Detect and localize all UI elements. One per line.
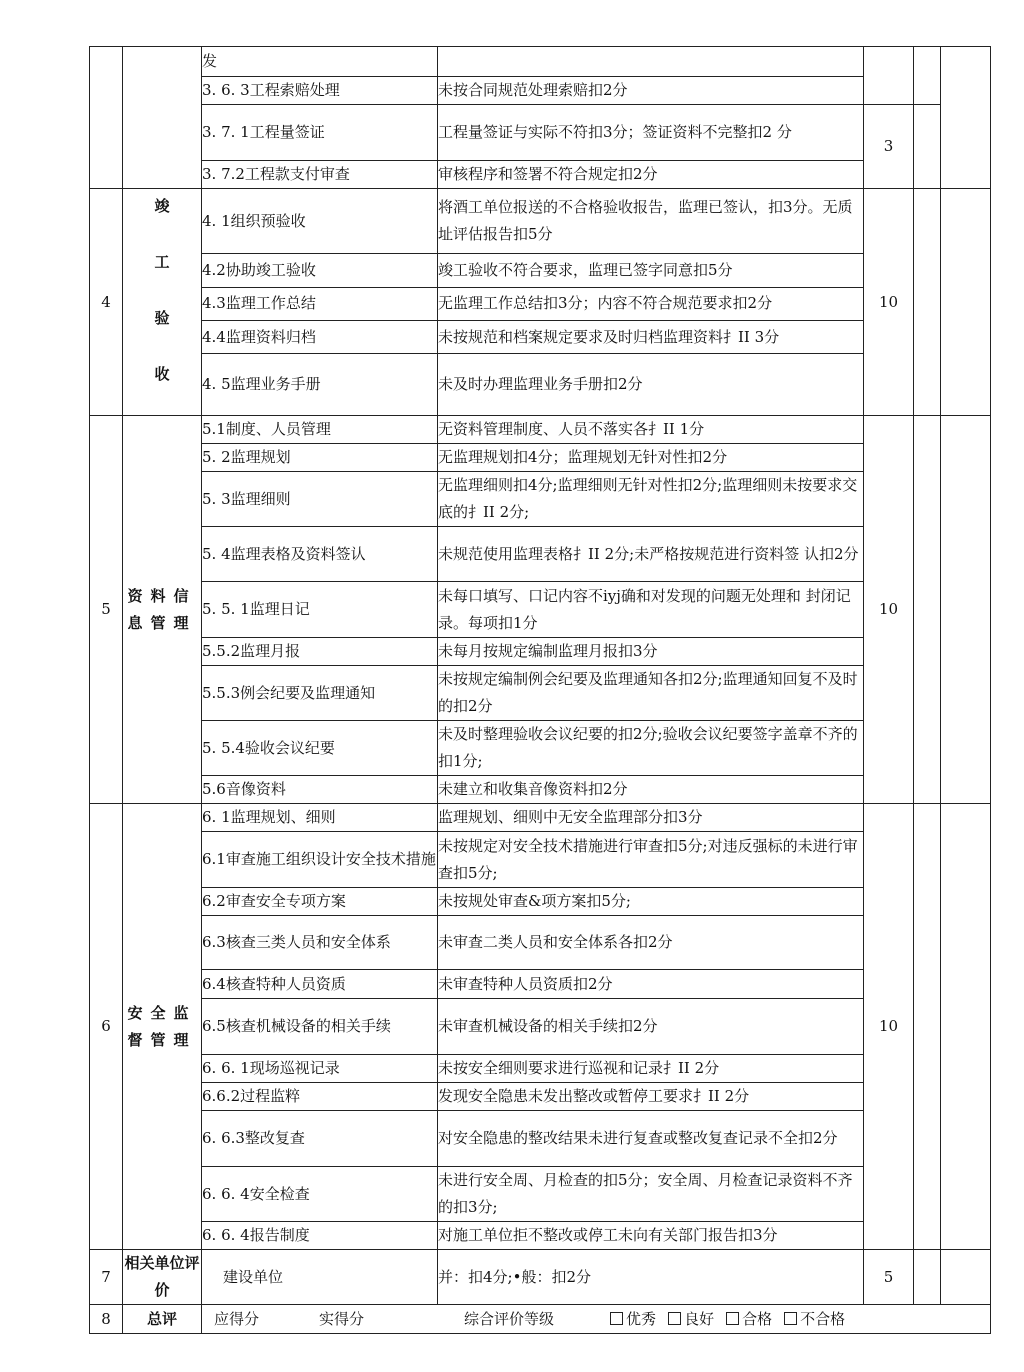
item-label: 4.4监理资料归档 [202, 320, 438, 353]
item-label: 5. 5. 1监理日记 [202, 582, 438, 638]
table-row [90, 776, 991, 804]
item-label: 6. 6. 4安全检查 [202, 1167, 438, 1222]
item-label: 6.6.2过程监粹 [202, 1083, 438, 1111]
criteria-text: 未每月按规定编制监理月报扣3分 [438, 638, 864, 666]
item-label: 5. 4监理表格及资料签认 [202, 527, 438, 582]
criteria-text: 并：扣4分;•般：扣2分 [438, 1250, 864, 1305]
table-row [90, 416, 991, 444]
table-row [90, 804, 991, 832]
table-row [90, 1111, 991, 1167]
blank-cell [941, 416, 991, 804]
item-label: 6.1审查施工组织设计安全技术措施 [202, 832, 438, 888]
item-label: 6.4核查特种人员资质 [202, 970, 438, 999]
table-row [90, 638, 991, 666]
checkbox-icon [610, 1312, 623, 1325]
criteria-text: 未审查特种人员资质扣2分 [438, 970, 864, 999]
item-label: 6. 1监理规划、细则 [202, 804, 438, 832]
table-row [90, 105, 991, 161]
blank-cell [914, 1250, 941, 1305]
table-row [90, 47, 991, 77]
checkbox-icon [784, 1312, 797, 1325]
table-row [90, 77, 991, 105]
table-row [90, 1222, 991, 1250]
section-number-cell [90, 47, 123, 189]
criteria-text: 无监理工作总结扣3分；内容不符合规范要求扣2分 [438, 287, 864, 320]
section-number: 4 [90, 189, 123, 416]
grade-label: 综合评价等级 [464, 1309, 555, 1328]
criteria-text: 工程量签证与实际不符扣3分；签证资料不完整扣2 分 [438, 105, 864, 161]
table-row [90, 1250, 991, 1305]
section-category [123, 189, 202, 416]
criteria-text: 未规范使用监理表格扌II 2分;未严格按规范进行资料签 认扣2分 [438, 527, 864, 582]
criteria-text: 对安全隐患的整改结果未进行复查或整改复查记录不全扣2分 [438, 1111, 864, 1167]
criteria-text: 无监理细则扣4分;监理细则无针对性扣2分;监理细则未按要求交底的扌II 2分; [438, 472, 864, 527]
table-row [90, 161, 991, 189]
blank-cell [914, 189, 941, 416]
criteria-text: 未及时整理验收会议纪要的扣2分;验收会议纪要签字盖章不齐的扣1分; [438, 721, 864, 776]
blank-cell [941, 804, 991, 1250]
item-label: 4. 5监理业务手册 [202, 354, 438, 416]
table-row [90, 888, 991, 916]
criteria-text: 发现安全隐患未发出整改或暂停工要求扌II 2分 [438, 1083, 864, 1111]
table-row [90, 472, 991, 527]
criteria-text: 未按规定对安全技术措施进行审查扣5分;对违反强标的未进行审查扣5分; [438, 832, 864, 888]
blank-cell [914, 47, 941, 105]
item-label: 5.5.2监理月报 [202, 638, 438, 666]
section-category: 资料信息管理 [123, 416, 202, 804]
score-value: 10 [864, 804, 914, 1250]
item-label: 4.3监理工作总结 [202, 287, 438, 320]
blank-cell [941, 1250, 991, 1305]
section-category-cell [123, 47, 202, 189]
table-row [90, 354, 991, 416]
due-score-label: 应得分 [214, 1309, 260, 1328]
table-row [90, 287, 991, 320]
item-label: 6. 6. 1现场巡视记录 [202, 1055, 438, 1083]
grade-option-pass[interactable]: 合格 [726, 1306, 772, 1333]
score-value: 5 [864, 1250, 914, 1305]
item-label: 5.6音像资料 [202, 776, 438, 804]
checkbox-icon [668, 1312, 681, 1325]
table-row [90, 1167, 991, 1222]
table-row [90, 320, 991, 353]
table-row [90, 666, 991, 721]
category-char: 验 [154, 309, 170, 327]
table-row [90, 254, 991, 287]
item-label: 6.2审查安全专项方案 [202, 888, 438, 916]
score-value: 10 [864, 416, 914, 804]
item-label: 3. 7.2工程款支付审查 [202, 161, 438, 189]
item-label: 3. 6. 3工程索赔处理 [202, 77, 438, 105]
table-row [90, 832, 991, 888]
criteria-text: 未进行安全周、月检查的扣5分；安全周、月检查记录资料不齐的扣3分; [438, 1167, 864, 1222]
evaluation-table [89, 46, 991, 1334]
category-char: 收 [154, 365, 170, 383]
section-number: 7 [90, 1250, 123, 1305]
item-label: 3. 7. 1工程量签证 [202, 105, 438, 161]
criteria-text: 将酒工单位报送的不合格验收报告，监理已签认，扣3分。无质址评估报告扣5分 [438, 189, 864, 254]
item-label: 4. 1组织预验收 [202, 189, 438, 254]
criteria-text: 未按安全细则要求进行巡视和记录扌II 2分 [438, 1055, 864, 1083]
table-row [90, 721, 991, 776]
item-label: 6. 6. 4报告制度 [202, 1222, 438, 1250]
section-number: 8 [90, 1305, 123, 1334]
blank-cell [914, 105, 941, 189]
criteria-text: 未按规处审查&项方案扣5分; [438, 888, 864, 916]
section-category: 相关单位评价 [123, 1250, 202, 1305]
criteria-text: 未及时办理监理业务手册扣2分 [438, 354, 864, 416]
criteria-text: 未每口填写、口记内容不iyj确和对发现的问题无处理和 封闭记录。每项扣1分 [438, 582, 864, 638]
item-label: 5.1制度、人员管理 [202, 416, 438, 444]
actual-score-label: 实得分 [319, 1309, 365, 1328]
score-cell [864, 47, 914, 105]
category-char: 工 [154, 253, 170, 271]
criteria-text: 无监理规划扣4分；监理规划无针对性扣2分 [438, 444, 864, 472]
item-label: 5. 5.4验收会议纪要 [202, 721, 438, 776]
item-label: 4.2协助竣工验收 [202, 254, 438, 287]
table-row [90, 970, 991, 999]
grade-option-fail[interactable]: 不合格 [784, 1306, 845, 1333]
section-category: 安全监督管理 [123, 804, 202, 1250]
table-row [90, 189, 991, 254]
summary-cell [202, 1305, 991, 1334]
section-category: 总评 [123, 1305, 202, 1334]
criteria-text: 未审查二类人员和安全体系各扣2分 [438, 916, 864, 970]
grade-option-good[interactable]: 良好 [668, 1306, 714, 1333]
table-row [90, 444, 991, 472]
item-label: 发 [202, 47, 438, 77]
table-row [90, 999, 991, 1055]
table-row [90, 527, 991, 582]
criteria-text: 监理规划、细则中无安全监理部分扣3分 [438, 804, 864, 832]
item-label: 5. 3监理细则 [202, 472, 438, 527]
checkbox-icon [726, 1312, 739, 1325]
table-row [90, 582, 991, 638]
blank-cell [941, 47, 991, 189]
criteria-text: 未按规范和档案规定要求及时归档监理资料扌II 3分 [438, 320, 864, 353]
blank-cell [914, 804, 941, 1250]
section-number: 5 [90, 416, 123, 804]
criteria-text: 对施工单位拒不整改或停工未向有关部门报告扣3分 [438, 1222, 864, 1250]
criteria-text: 审核程序和签署不符合规定扣2分 [438, 161, 864, 189]
item-label: 建设单位 [202, 1250, 438, 1305]
criteria-text: 未建立和收集音像资料扣2分 [438, 776, 864, 804]
section-number: 6 [90, 804, 123, 1250]
summary-row [90, 1305, 991, 1334]
score-value: 10 [864, 189, 914, 416]
table-row [90, 916, 991, 970]
criteria-text [438, 47, 864, 77]
item-label: 6.3核查三类人员和安全体系 [202, 916, 438, 970]
criteria-text: 未审查机械设备的相关手续扣2分 [438, 999, 864, 1055]
table-row [90, 1083, 991, 1111]
category-char: 竣 [154, 197, 170, 215]
blank-cell [914, 416, 941, 804]
grade-option-excellent[interactable]: 优秀 [610, 1306, 656, 1333]
item-label: 5. 2监理规划 [202, 444, 438, 472]
blank-cell [941, 189, 991, 416]
score-value: 3 [864, 105, 914, 189]
criteria-text: 无资料管理制度、人员不落实各扌II 1分 [438, 416, 864, 444]
item-label: 6. 6.3整改复查 [202, 1111, 438, 1167]
item-label: 6.5核查机械设备的相关手续 [202, 999, 438, 1055]
criteria-text: 未按合同规范处理索赔扣2分 [438, 77, 864, 105]
table-row [90, 1055, 991, 1083]
criteria-text: 竣工验收不符合要求，监理已签字同意扣5分 [438, 254, 864, 287]
item-label: 5.5.3例会纪要及监理通知 [202, 666, 438, 721]
criteria-text: 未按规定编制例会纪要及监理通知各扣2分;监理通知回复不及时的扣2分 [438, 666, 864, 721]
